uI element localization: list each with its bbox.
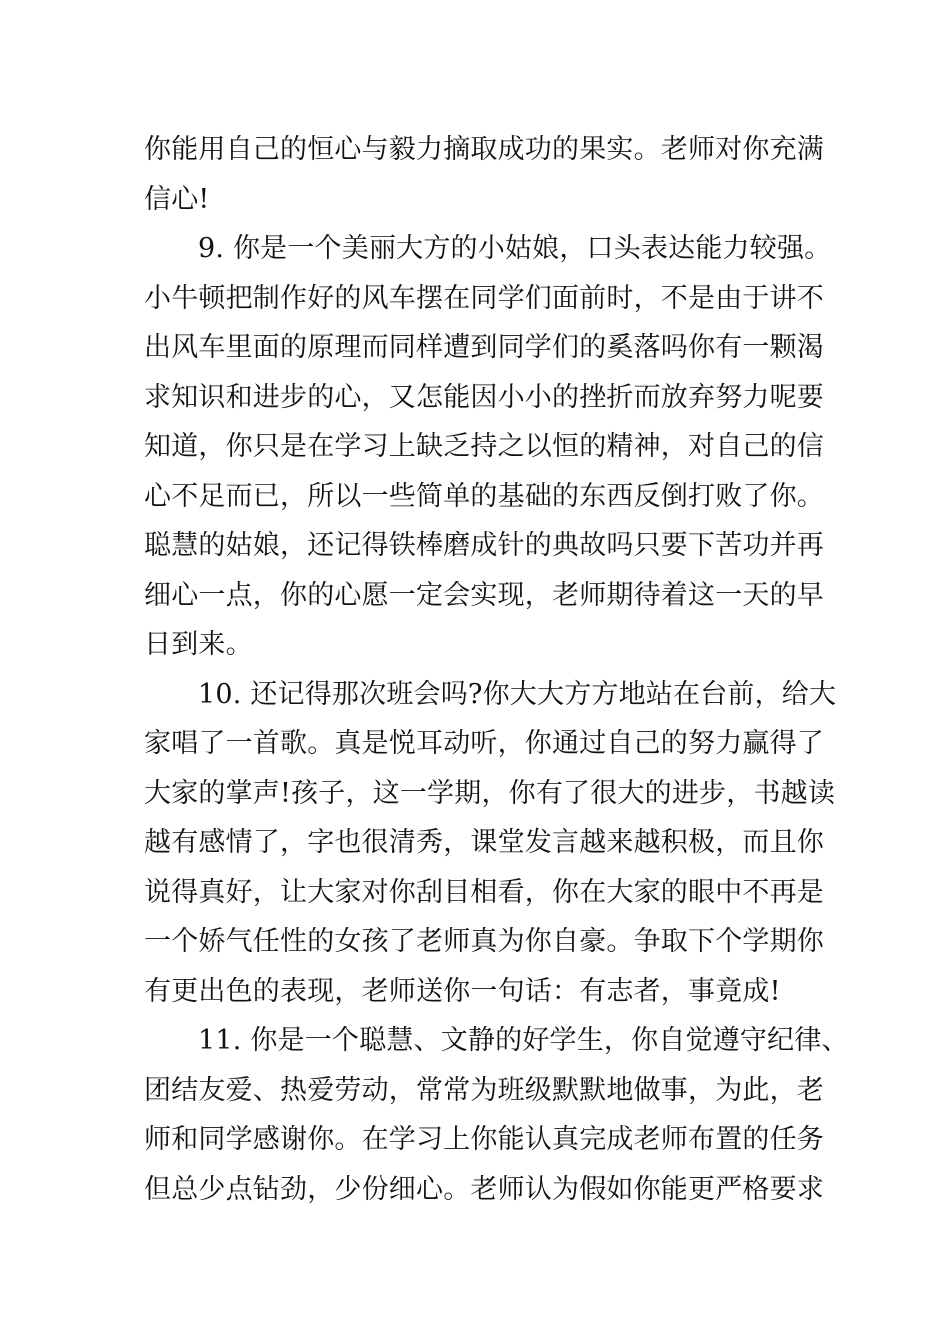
text-line: 但总少点钻劲，少份细心。老师认为假如你能更严格要求 xyxy=(144,1174,824,1205)
text-line: 出风车里面的原理而同样遭到同学们的奚落吗你有一颗渴 xyxy=(144,332,824,363)
text-line: 求知识和进步的心，又怎能因小小的挫折而放弃努力呢要 xyxy=(144,382,824,413)
text-line: 知道，你只是在学习上缺乏持之以恒的精神，对自己的信 xyxy=(144,431,824,462)
text-line: 一个娇气任性的女孩了老师真为你自豪。争取下个学期你 xyxy=(144,926,824,957)
text-line: 心不足而已，所以一些简单的基础的东西反倒打败了你。 xyxy=(144,481,824,512)
text-line: 有更出色的表现，老师送你一句话：有志者，事竟成! xyxy=(144,976,781,1007)
text-line: 小牛顿把制作好的风车摆在同学们面前时，不是由于讲不 xyxy=(144,283,824,314)
text-line: 师和同学感谢你。在学习上你能认真完成老师布置的任务 xyxy=(144,1124,824,1155)
text-line: 你能用自己的恒心与毅力摘取成功的果实。老师对你充满 xyxy=(144,134,824,165)
text-line: 日到来。 xyxy=(144,629,253,660)
text-line: 聪慧的姑娘，还记得铁棒磨成针的典故吗只要下苦功并再 xyxy=(144,530,824,561)
text-line: 大家的掌声!孩子，这一学期，你有了很大的进步，书越读 xyxy=(144,778,836,809)
paragraph-10-start: 10. 还记得那次班会吗?你大大方方地站在台前，给大 xyxy=(198,679,837,710)
text-line: 家唱了一首歌。真是悦耳动听，你通过自己的努力赢得了 xyxy=(144,728,824,759)
text-line: 团结友爱、热爱劳动，常常为班级默默地做事，为此，老 xyxy=(144,1075,824,1106)
paragraph-9-start: 9. 你是一个美丽大方的小姑娘，口头表达能力较强。 xyxy=(198,233,832,264)
text-line: 越有感情了，字也很清秀，课堂发言越来越积极，而且你 xyxy=(144,827,824,858)
text-line: 说得真好，让大家对你刮目相看，你在大家的眼中不再是 xyxy=(144,877,824,908)
text-line: 细心一点，你的心愿一定会实现，老师期待着这一天的早 xyxy=(144,580,824,611)
text-line: 信心! xyxy=(144,184,210,215)
paragraph-11-start: 11. 你是一个聪慧、文静的好学生，你自觉遵守纪律、 xyxy=(198,1025,849,1056)
